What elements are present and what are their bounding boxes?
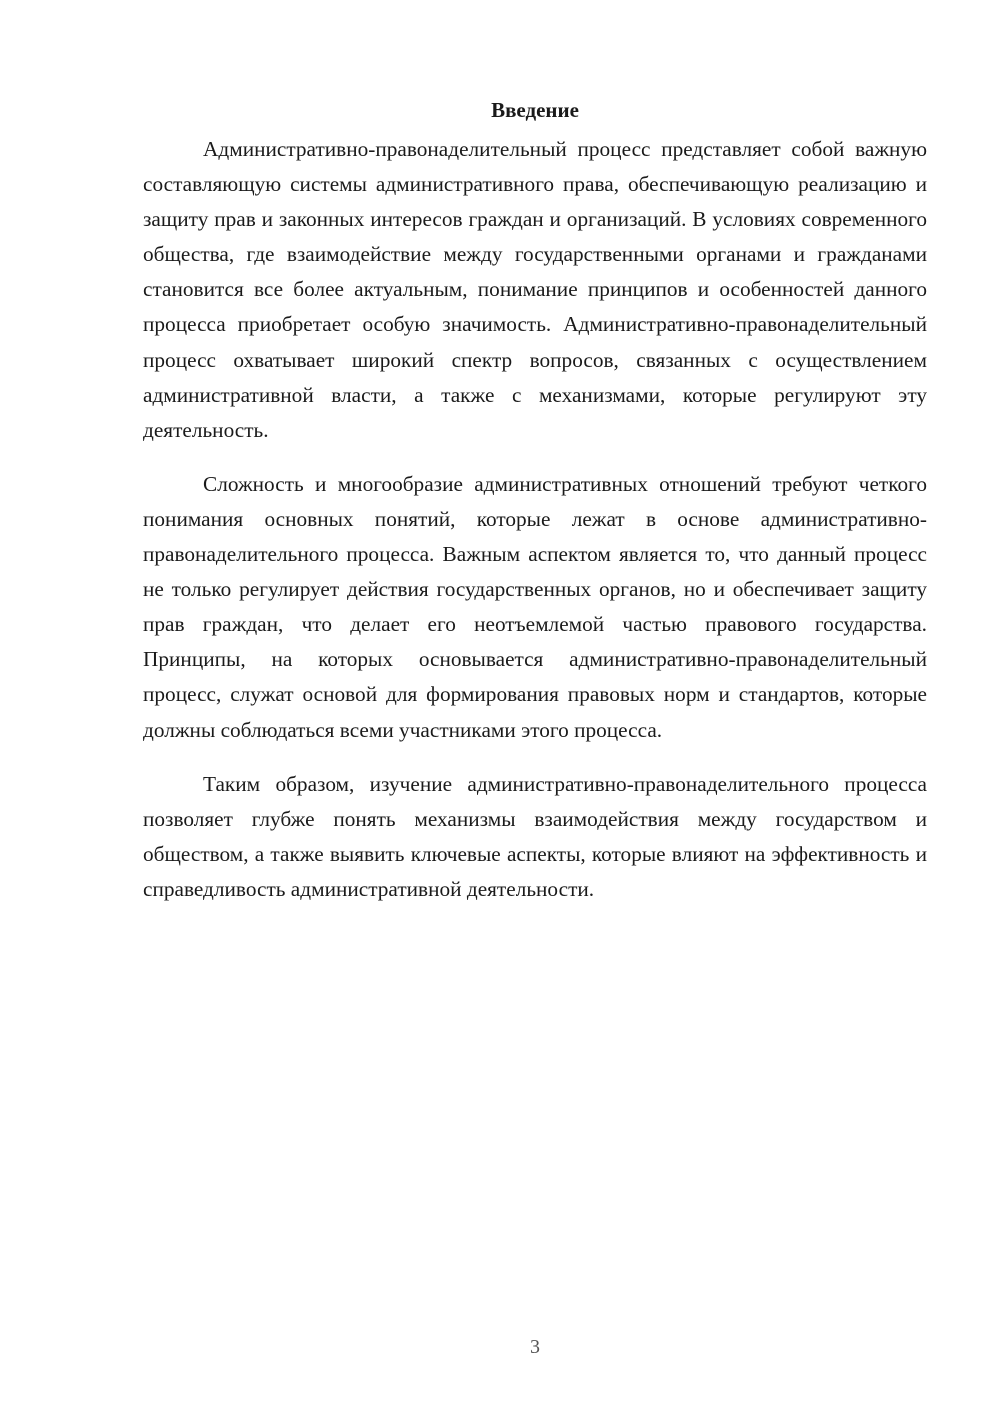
paragraph-2: Сложность и многообразие административных отношений требуют четкого понимания основных понятий, которые лежат в основе административно-правонаделительного процесса. Важным аспектом является то, что данный процесс не только регулирует действия государственных органов, но и обеспечивает защиту прав граждан, что делает его неотъемлемой частью правового государства. Принципы, на которых основывается административно-правонаделительный процесс, служат основой для формирования правовых норм и стандартов, которые должны соблюдаться всеми участниками этого процесса.: [143, 471, 927, 742]
section-heading: Введение: [491, 98, 579, 122]
page-number: 3: [530, 1336, 540, 1358]
paragraph-1: Административно-правонаделительный процесс представляет собой важную составляющую системы административного права, обеспечивающую реализацию и защиту прав и законных интересов граждан и организаций. В условиях современного общества, где взаимодействие между государственными органами и гражданами становится все более актуальным, понимание принципов и особенностей данного процесса приобретает особую значимость. Административно-правонаделительный процесс охватывает широкий спектр вопросов, связанных с осуществлением административной власти, а также с механизмами, которые регулируют эту деятельность.: [143, 137, 927, 442]
paragraph-3: Таким образом, изучение административно-правонаделительного процесса позволяет глубже понять механизмы взаимодействия между государством и обществом, а также выявить ключевые аспекты, которые влияют на эффективность и справедливость административной деятельности.: [143, 771, 927, 901]
page-content: [143, 96, 927, 907]
